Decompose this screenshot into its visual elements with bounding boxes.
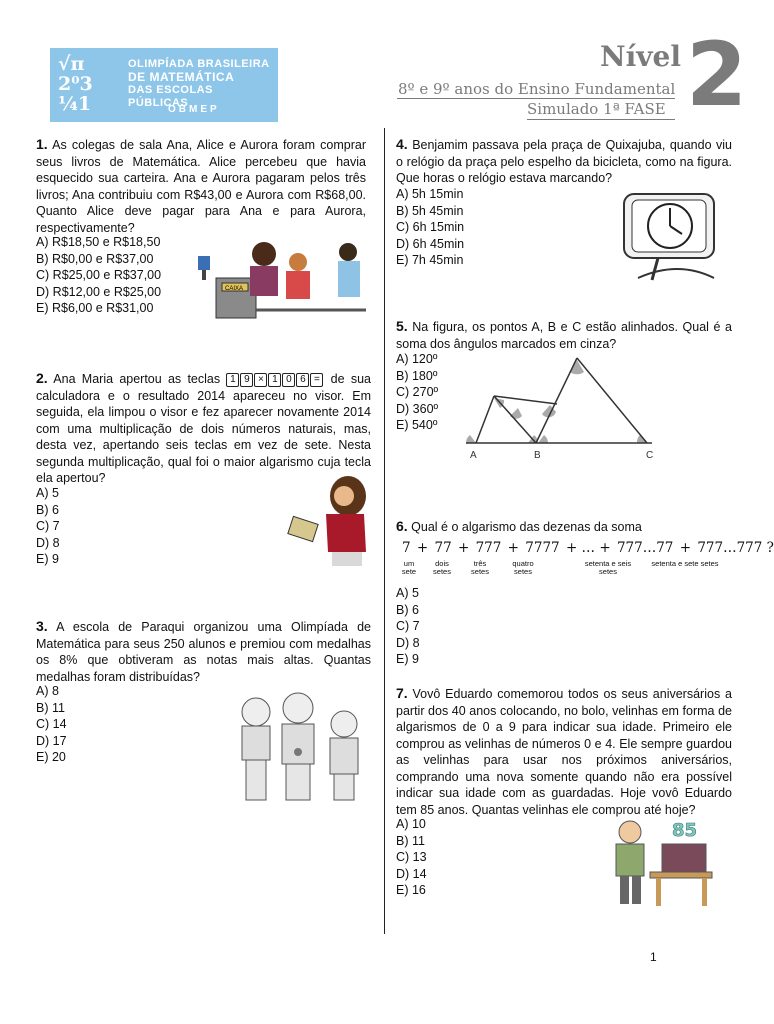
key-times: × [254, 373, 267, 387]
question-number: 2. [36, 370, 48, 386]
point-c-label: C [646, 450, 654, 461]
key-9: 9 [240, 373, 253, 387]
angles-figure [462, 350, 662, 462]
option-d: D) 8 [396, 635, 420, 650]
question-number: 1. [36, 136, 48, 152]
logo-line-3: DAS ESCOLAS PÚBLICAS [128, 84, 213, 109]
logo-text [128, 58, 273, 110]
nivel-number: 2 [686, 23, 748, 126]
brace-label: setenta e seis setes [584, 559, 632, 576]
key-0: 0 [282, 373, 295, 387]
logo-math-symbols: √π 2⁰3 ¹⁄₄1 [58, 53, 93, 115]
plus: + [416, 540, 429, 556]
option-a: A) 5h 15min [396, 187, 464, 201]
option-c: C) 7 [396, 619, 420, 633]
option-a: A) 5 [36, 486, 59, 500]
option-d: D) 8 [36, 535, 60, 550]
term: 777…777 [697, 540, 763, 556]
brace-label: dois setes [433, 559, 451, 576]
option-e: E) 16 [396, 883, 426, 897]
option-c: C) 13 [396, 850, 427, 864]
question-number: 7. [396, 685, 408, 701]
option-e: E) R$6,00 e R$31,00 [36, 301, 154, 315]
candles-85: 85 [672, 820, 698, 841]
bookstore-illustration [186, 238, 368, 320]
option-a: A) 10 [396, 817, 426, 831]
grandpa-birthday-cake-illustration [606, 814, 716, 910]
question-text: A escola de Paraqui organizou uma Olimpíada de Matemática para seus 250 alunos e premiou com medalhas os 8% que obtiveram as notas mais altas. Quantas medalhas foram distribuídas? [36, 620, 371, 684]
option-d: D) 14 [396, 866, 427, 881]
option-b: B) R$0,00 e R$37,00 [36, 251, 154, 266]
term: 7777 [525, 540, 560, 556]
logo-line-1: OLIMPÍADA BRASILEIRA [128, 58, 270, 70]
question-2-options [36, 485, 116, 568]
point-a-label: A [470, 450, 477, 461]
question-1-options [36, 234, 206, 317]
option-e: E) 20 [36, 750, 66, 764]
question-text: Benjamim passava pela praça de Quixajuba, quando viu o relógio da praça pelo espelho da bicicleta, como na figura. Que horas o relógio estava marcando? [396, 138, 732, 185]
option-a: A) 120º [396, 352, 438, 366]
option-c: C) 270º [396, 385, 439, 399]
question-7 [396, 685, 732, 818]
question-text: Na figura, os pontos A, B e C estão alinhados. Qual é a soma dos ângulos marcados em cinza? [396, 320, 732, 351]
question-mark: ? [766, 540, 774, 556]
option-b: B) 180º [396, 368, 438, 383]
question-text-b: de sua calculadora e o resultado 2014 apareceu no visor. Em seguida, ela limpou o visor e fez aparecer novamente 2014 com uma multiplicação de dois números naturais, mas, desta vez, apertando seis teclas em vez de sete. Nesta segunda multiplicação, qual foi o maior algarismo cuja tecla ela apertou? [36, 372, 371, 485]
sum-expression [398, 540, 774, 580]
plus: + [507, 540, 519, 556]
question-3-options [36, 683, 116, 766]
question-1 [36, 136, 366, 236]
question-number: 3. [36, 618, 48, 634]
option-a: A) 8 [36, 684, 59, 698]
option-c: C) 6h 15min [396, 220, 465, 234]
term: 77 [434, 540, 452, 556]
students-medals-illustration [226, 690, 372, 808]
question-text: Qual é o algarismo das dezenas da soma [411, 520, 642, 534]
option-d: D) 6h 45min [396, 236, 465, 251]
brace-label: um sete [401, 559, 417, 576]
term: 777 [475, 540, 502, 556]
calculator-keys [226, 372, 330, 386]
option-b: B) 11 [36, 700, 65, 715]
logo-line-2: DE MATEMÁTICA [128, 70, 235, 84]
question-text-a: Ana Maria apertou as teclas [53, 372, 221, 386]
question-3 [36, 618, 371, 685]
question-text: As colegas de sala Ana, Alice e Aurora foram comprar seus livros de Matemática. Alice percebeu que havia esquecido sua carteira. Ana e Aurora pagaram pelos três livros; Ana contribuiu com R$43,00 e Aurora com R$68,00. Quanto Alice deve pagar para Ana e para Aurora, respectivamente? [36, 138, 366, 235]
question-7-options [396, 816, 476, 899]
question-6-options [396, 585, 476, 668]
sum-terms [402, 540, 774, 556]
term: 7 [402, 540, 411, 556]
option-a: A) R$18,50 e R$18,50 [36, 235, 161, 249]
plus: + [457, 540, 470, 556]
point-b-label: B [534, 450, 541, 461]
question-number: 4. [396, 136, 408, 152]
option-c: C) R$25,00 e R$37,00 [36, 268, 162, 282]
question-4-options [396, 186, 506, 269]
header-rule [397, 98, 675, 99]
option-c: C) 7 [36, 519, 60, 533]
key-1: 1 [226, 373, 239, 387]
option-b: B) 5h 45min [396, 203, 464, 218]
column-divider [384, 128, 385, 934]
caixa-sign: CAIXA [225, 286, 244, 292]
option-b: B) 6 [396, 602, 419, 617]
option-b: B) 11 [396, 833, 425, 848]
question-4 [396, 136, 732, 187]
key-6: 6 [296, 373, 309, 387]
logo-obmep: OBMEP [168, 104, 220, 115]
header-simulado: Simulado 1ª FASE [527, 100, 666, 118]
option-e: E) 7h 45min [396, 253, 464, 267]
option-e: E) 540º [396, 418, 438, 432]
key-1: 1 [268, 373, 281, 387]
question-5 [396, 318, 732, 352]
option-c: C) 14 [36, 717, 67, 731]
bicycle-mirror-clock-illustration [618, 188, 720, 288]
brace-label: setenta e sete setes [651, 559, 719, 568]
nivel-label: Nível [600, 40, 681, 73]
question-6 [396, 518, 732, 536]
option-d: D) 360º [396, 401, 439, 416]
girl-with-calculator-illustration [286, 474, 372, 566]
option-d: D) 17 [36, 733, 67, 748]
header-subtitle: 8º e 9º anos do Ensino Fundamental [398, 80, 676, 98]
brace-label: três setes [471, 559, 489, 576]
question-text: Vovô Eduardo comemorou todos os seus aniversários a partir dos 40 anos colocando, no bolo, velinhas em forma de algarismos de 0 a 9 para indicar sua idade. Primeiro ele comprou as velinhas de números 0 e 4. Ele sempre guardou as velinhas para usar nos próximos aniversários, comprando uma nova somente quando não era possível indicar sua idade com as guardadas. Hoje vovô Eduardo tem 85 anos. Quantas velinhas ele comprou até hoje? [396, 687, 732, 817]
brace-label: quatro setes [512, 559, 534, 576]
page-number: 1 [650, 950, 657, 964]
key-equals: = [310, 373, 323, 387]
obmep-logo [50, 48, 278, 122]
option-e: E) 9 [396, 652, 419, 666]
header-rule [527, 119, 675, 120]
question-number: 5. [396, 318, 408, 334]
option-e: E) 9 [36, 552, 59, 566]
ellipsis: + … + [565, 540, 611, 556]
option-a: A) 5 [396, 586, 419, 600]
question-number: 6. [396, 518, 408, 534]
term: 777…77 [616, 540, 674, 556]
option-b: B) 6 [36, 502, 59, 517]
option-d: D) R$12,00 e R$25,00 [36, 284, 162, 299]
plus: + [679, 540, 692, 556]
question-2 [36, 370, 371, 487]
